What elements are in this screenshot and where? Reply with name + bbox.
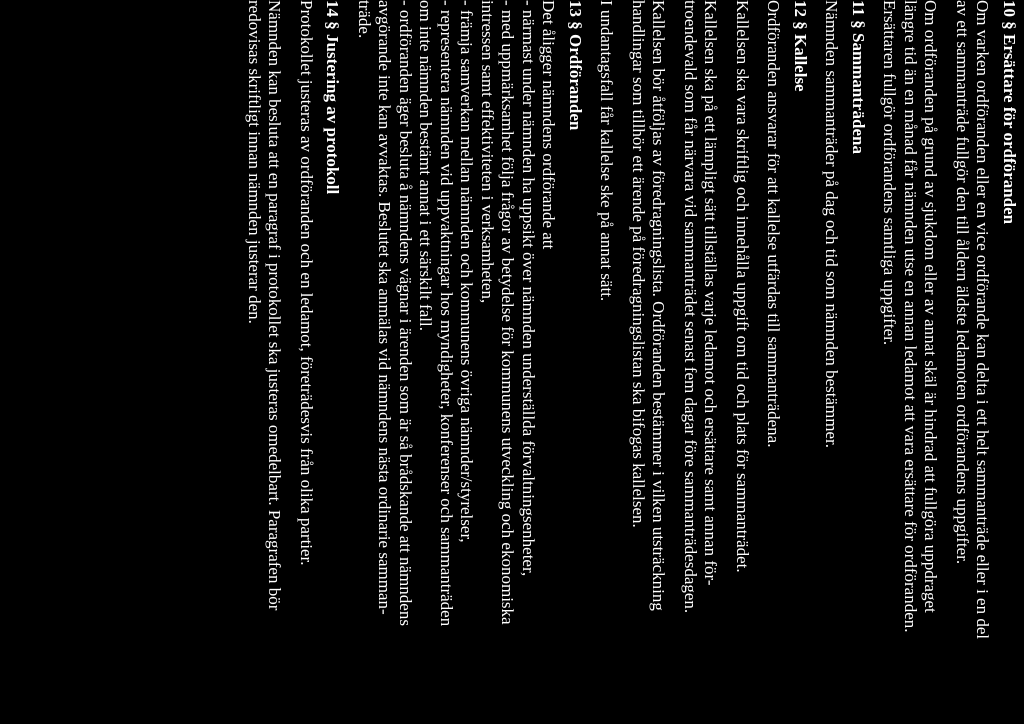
text-line: Protokollet justeras av ordföranden och en ledamot, företrädesvis från olika partier. (297, 0, 316, 566)
text-line: I undantagsfall får kallelse ske på annat sätt. (597, 0, 617, 302)
paragraph (244, 0, 285, 724)
text-line: Nämnden kan besluta att en paragraf i protokollet ska justeras omedelbart. Paragrafen bör (265, 0, 285, 611)
paragraph (596, 0, 617, 724)
section (879, 0, 1019, 724)
text-line: - representera nämnden vid uppvaktningar hos myndigheter, konferenser och sammanträden (437, 0, 456, 627)
section-heading: 11 § Sammanträdena (849, 0, 868, 154)
text-line: Ordföranden ansvarar för att kallelse utfärdas till sammanträdena. (764, 0, 784, 448)
paragraph (680, 0, 721, 724)
text-line: Nämnden sammanträder på dag och tid som nämnden bestämmer. (822, 0, 842, 449)
text-line: träde. (355, 0, 374, 39)
section-heading: 12 § Kallelse (791, 0, 810, 92)
paragraph (732, 0, 753, 724)
text-line: avgörande inte kan avvaktas. Beslutet ska anmälas vid nämndens nästa ordinarie samman- (375, 0, 395, 615)
section (821, 0, 868, 724)
text-line: Ersättaren fullgör ordförandens samtliga uppgifter. (880, 0, 900, 346)
text-line: - ordföranden äger besluta å nämndens vägnar i ärenden som är så brådskande att nämndens (396, 0, 415, 626)
paragraph (821, 0, 842, 724)
section-heading: 10 § Ersättare för ordföranden (1000, 0, 1019, 225)
text-line: Kallelsen ska vara skriftlig och innehålla uppgift om tid och plats för sammanträdet. (733, 0, 752, 573)
section-heading: 13 § Ordföranden (566, 0, 585, 131)
paragraph (763, 0, 784, 724)
section-heading: 14 § Justering av protokoll (323, 0, 343, 195)
text-line: - främja samverkan mellan nämnden och kommunens övriga nämnder/styrelser, (457, 0, 477, 543)
paragraph (628, 0, 669, 724)
text-line: redovisas skriftligt innan nämnden justerar den. (245, 0, 264, 324)
text-line: Kallelsen ska på ett lämpligt sätt tillställas varje ledamot och ersättare samt annan för- (701, 0, 721, 586)
section (596, 0, 810, 724)
text-line: - med uppmärksamhet följa frågor av betydelse för kommunens utveckling och ekonomiska (498, 0, 518, 625)
paragraph (296, 0, 317, 724)
section (244, 0, 343, 724)
text-line: Kallelsen bör åtföljas av föredragningslista. Ordföranden bestämmer i vilken utsträckning (649, 0, 669, 611)
text-line: Om varken ordföranden eller en vice ordförande kan delta i ett helt sammanträde eller i en del (973, 0, 993, 640)
text-line: av ett sammanträde fullgör den till åldern äldste ledamoten ordförandens uppgifter. (953, 0, 972, 565)
text-line: - närmast under nämnden ha uppsikt över nämnden underställda förvaltningsenheter, (519, 0, 538, 577)
text-line: intressen samt effektiviteten i verksamheten, (478, 0, 497, 304)
text-line: längre tid än en månad får nämnden utse en annan ledamot att vara ersättare för ordföranden. (901, 0, 920, 633)
text-line: handlingar som tillhör ett ärende på föredragningslistan ska bifogas kallelsen. (629, 0, 648, 528)
text-line: troendevald som får närvara vid sammanträdet senast fem dagar före sammanträdesdagen. (681, 0, 700, 614)
text-line: om inte nämnden bestämt annat i ett särskilt fall. (416, 0, 436, 331)
text-line: Det åligger nämndens ordförande att (539, 0, 559, 250)
text-line: Om ordföranden på grund av sjukdom eller av annat skäl är hindrad att fullgöra uppdraget (921, 0, 941, 613)
paragraph (952, 0, 993, 724)
paragraph (879, 0, 941, 724)
section (354, 0, 586, 724)
paragraph (354, 0, 559, 724)
